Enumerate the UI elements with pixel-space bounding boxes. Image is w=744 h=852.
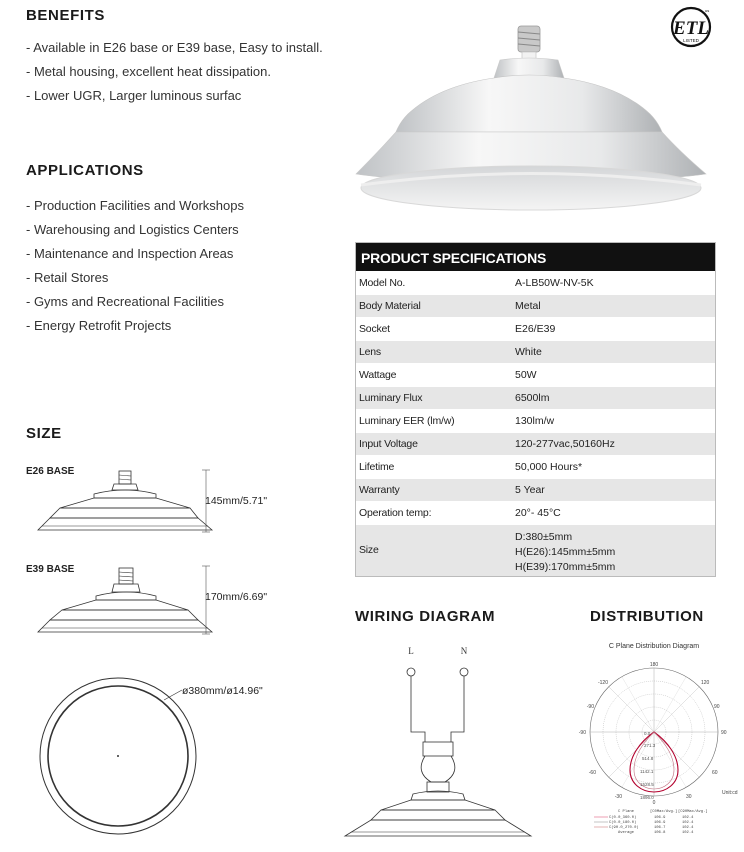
angle-label: 30 — [686, 794, 692, 800]
top-view-drawing — [14, 676, 224, 840]
legend-cell: 102.4 — [682, 816, 694, 820]
angle-label: 60 — [712, 770, 718, 776]
spec-value — [506, 525, 715, 576]
angle-label: -90 — [578, 730, 586, 736]
product-specifications-table — [355, 242, 716, 577]
table-row — [356, 363, 715, 386]
size-title: SIZE — [26, 425, 62, 442]
legend-cell: 106.7 — [654, 826, 666, 830]
spec-value: 5 Year — [515, 484, 545, 496]
list-item: - Retail Stores — [26, 270, 109, 285]
spec-value: E26/E39 — [515, 323, 556, 335]
spec-value: 120-277vac,50160Hz — [515, 438, 615, 450]
legend-cell: 102.4 — [682, 826, 694, 830]
spec-value: A-LB50W-NV-5K — [515, 277, 594, 289]
spec-label: Operation temp: — [359, 507, 432, 519]
angle-label: 120 — [701, 680, 710, 686]
radial-label: 514.8 — [642, 756, 654, 761]
angle-label: -90 — [586, 704, 594, 710]
legend-cell: 106.9 — [654, 821, 666, 825]
e39-height-dimension: 170mm/6.69" — [205, 591, 268, 603]
list-item: - Gyms and Recreational Facilities — [26, 294, 224, 309]
list-item: - Lower UGR, Larger luminous surfac — [26, 88, 242, 103]
spec-table-title: PRODUCT SPECIFICATIONS — [356, 243, 715, 271]
spec-value: 20°- 45°C — [515, 507, 561, 519]
table-row — [356, 524, 715, 576]
svg-text:us: us — [705, 8, 710, 13]
e26-base-label: E26 BASE — [26, 466, 75, 477]
angle-label: 90 — [721, 730, 727, 736]
spec-label: Input Voltage — [359, 438, 418, 450]
table-row — [356, 455, 715, 478]
spec-value: 50,000 Hours* — [515, 461, 583, 473]
legend-cell: C(0.0_180.0) — [609, 821, 637, 825]
terminal-l-label: L — [408, 646, 414, 656]
list-item: - Available in E26 base or E39 base, Easy to install. — [26, 40, 323, 55]
angle-label: -60 — [588, 770, 596, 776]
spec-label: Luminary Flux — [359, 392, 423, 404]
list-item: - Metal housing, excellent heat dissipation. — [26, 64, 271, 79]
legend-cell: 102.4 — [682, 831, 694, 835]
product-image — [350, 22, 720, 218]
table-row — [356, 478, 715, 501]
etl-mark-text: ETL — [673, 18, 709, 39]
table-row — [356, 432, 715, 455]
spec-label: Luminary EER (lm/w) — [359, 415, 455, 427]
applications-title: APPLICATIONS — [26, 162, 144, 179]
table-row — [356, 317, 715, 340]
applications-list — [26, 194, 244, 338]
legend-cell: C(90.0_270.0) — [609, 826, 639, 830]
list-item: - Warehousing and Logistics Centers — [26, 222, 239, 237]
table-row — [356, 409, 715, 432]
spec-value: 50W — [515, 369, 537, 381]
spec-label: Socket — [359, 323, 390, 335]
benefits-list — [26, 36, 323, 108]
benefits-title: BENEFITS — [26, 7, 105, 24]
wiring-diagram-title: WIRING DIAGRAM — [355, 608, 496, 625]
table-row — [356, 271, 715, 294]
angle-label: 180 — [649, 662, 659, 668]
angle-label: -120 — [597, 680, 608, 686]
spec-label: Lens — [359, 346, 381, 358]
size-line: H(E26):145mm±5mm — [515, 546, 616, 558]
distribution-title: DISTRIBUTION — [590, 608, 704, 625]
spec-label: Body Material — [359, 300, 421, 312]
radial-label: 1142.1 — [640, 769, 654, 774]
legend-cell: C(0.0_360.0) — [609, 816, 637, 820]
spec-value: 130lm/w — [515, 415, 555, 427]
spec-value: White — [515, 346, 542, 358]
angle-label: 0 — [652, 800, 656, 806]
legend-header: [C90Max/Avg.] — [678, 810, 708, 814]
etl-listed-text: LISTED — [683, 38, 699, 43]
list-item: - Production Facilities and Workshops — [26, 198, 244, 213]
legend-cell: 102.4 — [682, 821, 694, 825]
table-row — [356, 340, 715, 363]
table-row — [356, 386, 715, 409]
legend-cell: 106.9 — [654, 816, 666, 820]
e26-height-dimension: 145mm/5.71" — [205, 495, 268, 507]
angle-label: -30 — [614, 794, 622, 800]
wiring-diagram — [335, 642, 550, 842]
list-item: - Maintenance and Inspection Areas — [26, 246, 234, 261]
polar-distribution-diagram — [578, 636, 738, 846]
spec-value: Metal — [515, 300, 541, 312]
spec-label: Wattage — [359, 369, 397, 381]
spec-label: Lifetime — [359, 461, 395, 473]
unit-label: Unit:cd — [722, 790, 738, 796]
diameter-dimension: ø380mm/ø14.96" — [182, 685, 263, 697]
legend-header: C Plane — [618, 810, 634, 814]
spec-label: Warranty — [359, 484, 400, 496]
size-line: H(E39):170mm±5mm — [515, 561, 616, 573]
legend-header: [C0Max/Avg.] — [650, 810, 678, 814]
legend-cell: 106.8 — [654, 831, 666, 835]
angle-label: 90 — [714, 704, 720, 710]
spec-label: Model No. — [359, 277, 406, 289]
radial-label: 1528.5 — [640, 782, 654, 787]
spec-label: Size — [359, 544, 379, 556]
radial-label: 0.0 — [644, 731, 651, 736]
table-row — [356, 501, 715, 524]
svg-text:c: c — [700, 8, 702, 13]
radial-label: 1896.0 — [640, 795, 654, 800]
table-row — [356, 294, 715, 317]
legend-cell: Average — [618, 831, 634, 835]
radial-label: 271.3 — [644, 743, 656, 748]
e39-base-label: E39 BASE — [26, 564, 75, 575]
terminal-n-label: N — [460, 646, 468, 656]
diagram-title: C Plane Distribution Diagram — [608, 643, 700, 650]
size-line: D:380±5mm — [515, 531, 573, 543]
spec-value: 6500lm — [515, 392, 550, 404]
list-item: - Energy Retrofit Projects — [26, 318, 172, 333]
